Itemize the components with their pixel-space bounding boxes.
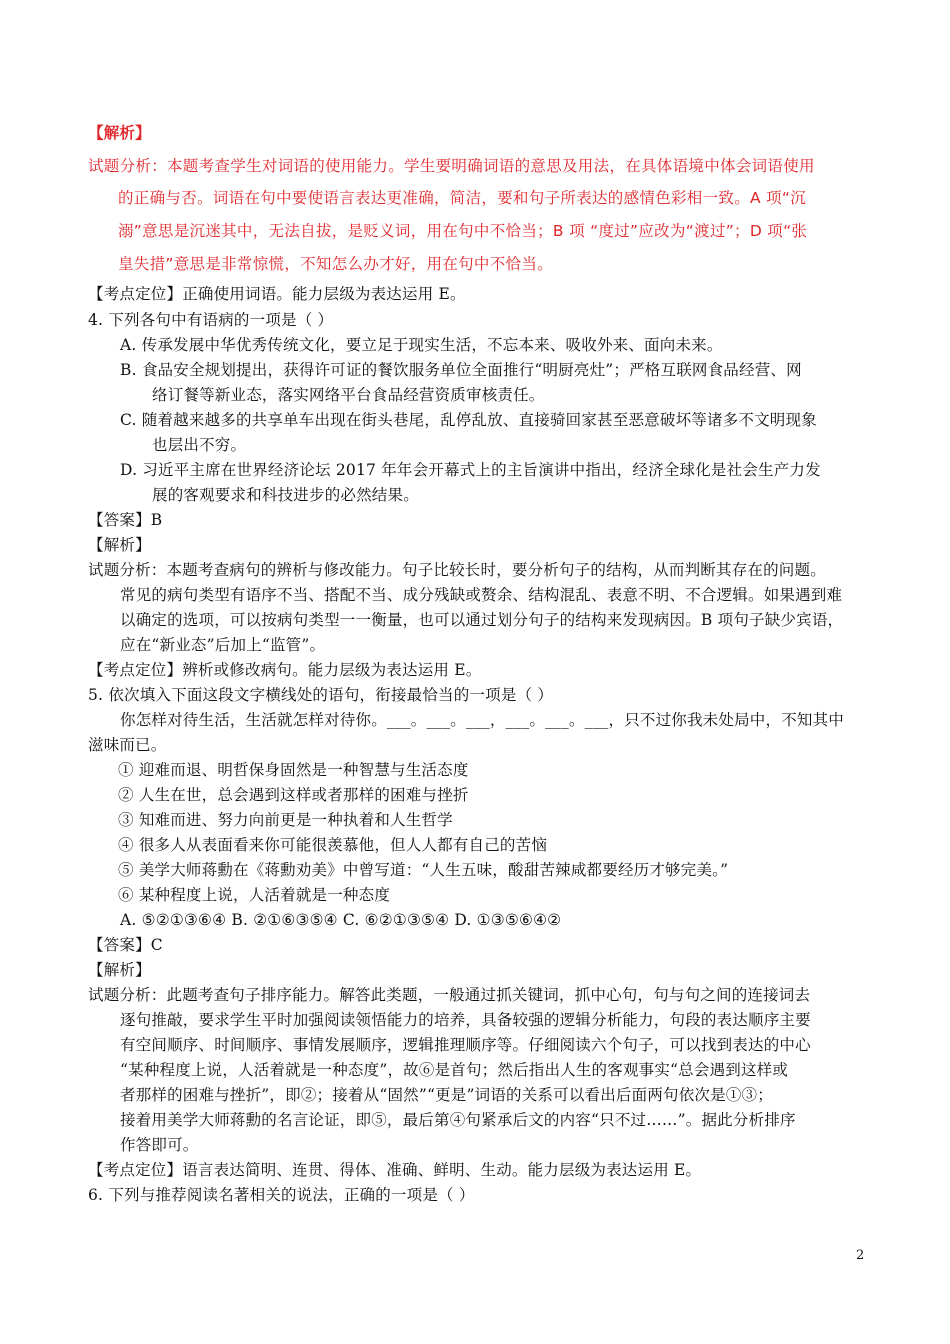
q4-analysis-line: 常见的病句类型有语序不当、搭配不当、成分残缺或赘余、结构混乱、表意不明、不合逻辑。如果遇到难 [120, 586, 843, 604]
q5-sentence: ⑤ 美学大师蒋勳在《蒋勳劝美》中曾写道：“人生五味，酸甜苦辣咸都要经历才够完美。” [118, 861, 729, 879]
q4-option-b-cont: 络订餐等新业态，落实网络平台食品经营资质审核责任。 [152, 386, 545, 404]
q5-sentence: ④ 很多人从表面看来你可能很羡慕他，但人人都有自己的苦恼 [118, 836, 548, 854]
q5-stem: 5. 依次填入下面这段文字横线处的语句，衔接最恰当的一项是（ ） [88, 686, 554, 704]
q5-analysis-line: 作答即可。 [120, 1136, 199, 1154]
q5-passage-line: 滋味而已。 [88, 736, 167, 754]
q4-option-a: A. 传承发展中华优秀传统文化，要立足于现实生活，不忘本来、吸收外来、面向未来。 [120, 336, 723, 354]
q4-option-c-cont: 也层出不穷。 [152, 436, 247, 454]
q5-sentence: ⑥ 某种程度上说，人活着就是一种态度 [118, 886, 391, 904]
q5-analysis-line: 逐句推敲，要求学生平时加强阅读领悟能力的培养，具备较强的逻辑分析能力，句段的表达顺序主要 [120, 1011, 811, 1029]
q5-analysis-line: 试题分析：此题考查句子排序能力。解答此类题，一般通过抓关键词，抓中心句，句与句之间的连接词去 [88, 986, 811, 1004]
q4-stem: 4. 下列各句中有语病的一项是（ ） [88, 311, 334, 329]
q4-analysis-line: 以确定的选项，可以按病句类型一一衡量，也可以通过划分句子的结构来发现病因。B 项句子缺少宾语， [120, 611, 844, 629]
q4-option-d: D. 习近平主席在世界经济论坛 2017 年年会开幕式上的主旨演讲中指出，经济全球化是社会生产力发 [120, 461, 821, 479]
prev-analysis-line: 的正确与否。词语在句中要使语言表达更准确，简洁，要和句子所表达的感情色彩相一致。A 项“沉 [118, 189, 807, 207]
q5-analysis-line: 有空间顺序、时间顺序、事情发展顺序，逻辑推理顺序等。仔细阅读六个句子，可以找到表达的中心 [120, 1036, 811, 1054]
q5-analysis-line: “某种程度上说，人活着就是一种态度”，故⑥是首句；然后指出人生的客观事实“总会遇到这样或 [120, 1061, 789, 1079]
prev-analysis-header: 【解析】 [88, 123, 151, 142]
q5-analysis-line: 接着用美学大师蒋勳的名言论证，即⑤，最后第④句紧承后文的内容“只不过……”。据此分析排序 [120, 1111, 796, 1129]
q4-analysis-line: 应在“新业态”后加上“监管”。 [120, 636, 326, 654]
q6-stem: 6. 下列与推荐阅读名著相关的说法，正确的一项是（ ） [88, 1186, 475, 1204]
q5-kaodian: 【考点定位】语言表达简明、连贯、得体、准确、鲜明、生动。能力层级为表达运用 E。 [88, 1161, 702, 1179]
q5-analysis-line: 者那样的困难与挫折”，即②；接着从“固然”“更是”词语的关系可以看出后面两句依次是①③； [120, 1086, 773, 1104]
q5-passage-line: 你怎样对待生活，生活就怎样对待你。___。___。___，___。___。___，只不过你我未处局中，不知其中 [120, 711, 845, 729]
q5-options: A. ⑤②①③⑥④ B. ②①⑥③⑤④ C. ⑥②①③⑤④ D. ①③⑤⑥④② [120, 911, 562, 929]
q4-option-b: B. 食品安全规划提出，获得许可证的餐饮服务单位全面推行“明厨亮灶”；严格互联网食品经营、网 [120, 361, 802, 379]
q4-option-d-cont: 展的客观要求和科技进步的必然结果。 [152, 486, 419, 504]
q4-answer: 【答案】B [88, 511, 163, 529]
prev-analysis-line: 溺”意思是沉迷其中，无法自拔，是贬义词，用在句中不恰当；B 项 “度过”应改为“渡过”；D 项“张 [118, 222, 808, 240]
q5-sentence: ② 人生在世，总会遇到这样或者那样的困难与挫折 [118, 786, 469, 804]
q5-sentence: ① 迎难而退、明哲保身固然是一种智慧与生活态度 [118, 761, 469, 779]
q5-answer: 【答案】C [88, 936, 163, 954]
q5-sentence: ③ 知难而进、努力向前更是一种执着和人生哲学 [118, 811, 453, 829]
prev-analysis-line: 试题分析：本题考查学生对词语的使用能力。学生要明确词语的意思及用法，在具体语境中体会词语使用 [88, 157, 815, 175]
q4-kaodian: 【考点定位】辨析或修改病句。能力层级为表达运用 E。 [88, 661, 482, 679]
prev-kaodian: 【考点定位】正确使用词语。能力层级为表达运用 E。 [88, 285, 466, 303]
q5-analysis-header: 【解析】 [88, 961, 151, 979]
q4-analysis-line: 试题分析：本题考查病句的辨析与修改能力。句子比较长时，要分析句子的结构，从而判断其存在的问题。 [88, 561, 826, 579]
prev-analysis-line: 皇失措”意思是非常惊慌，不知怎么办才好，用在句中不恰当。 [118, 255, 553, 273]
page-number: 2 [856, 1248, 865, 1263]
q4-option-c: C. 随着越来越多的共享单车出现在街头巷尾，乱停乱放、直接骑回家甚至恶意破坏等诸多不文明现象 [120, 411, 817, 429]
q4-analysis-header: 【解析】 [88, 536, 151, 554]
